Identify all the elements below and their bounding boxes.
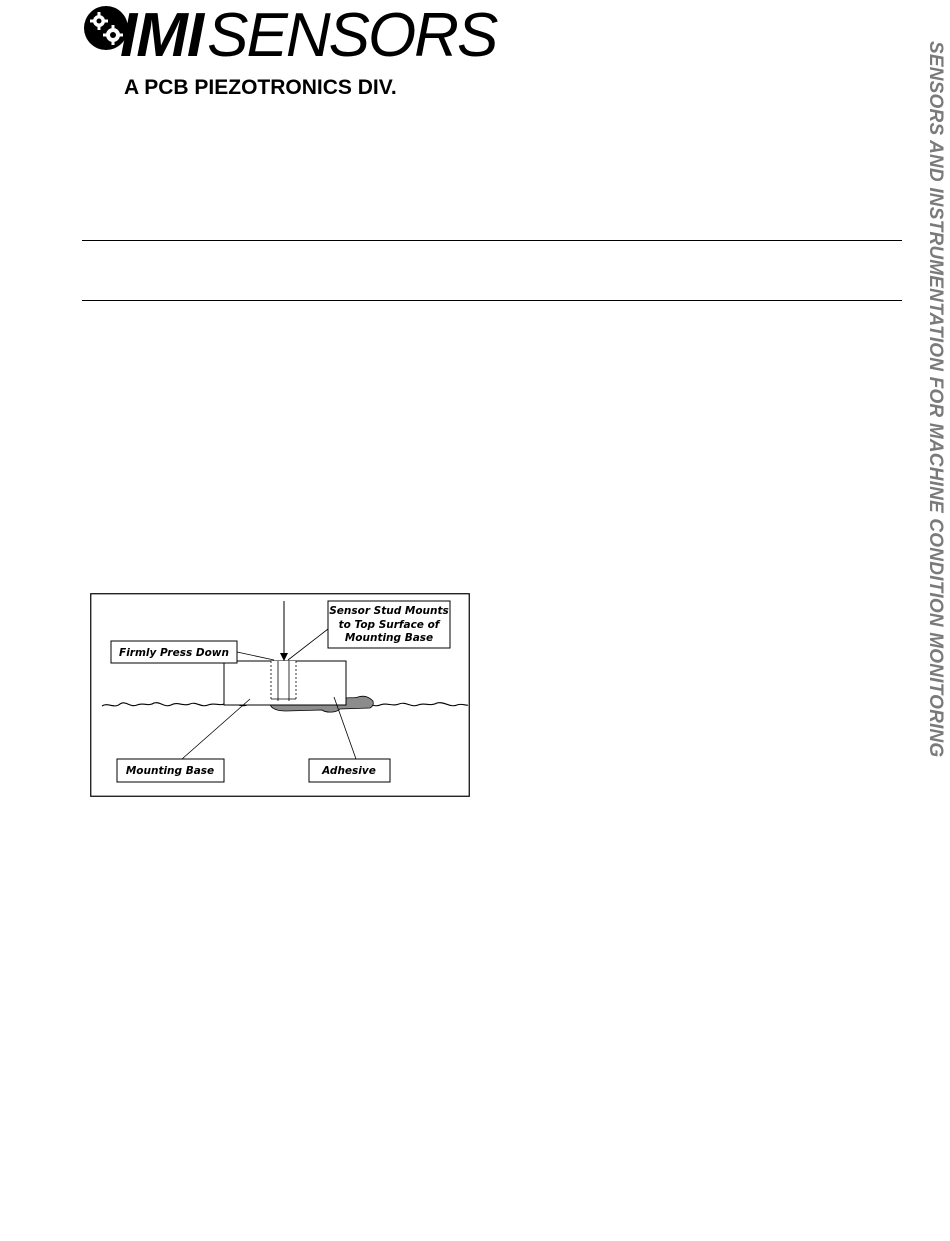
stud-hole — [271, 661, 296, 699]
company-logo — [82, 1, 497, 102]
label-firmly-press-down: Firmly Press Down — [119, 647, 229, 659]
label-stud-line3: Mounting Base — [344, 632, 434, 644]
label-stud-line1: Sensor Stud Mounts — [329, 605, 449, 617]
side-banner — [920, 2, 950, 797]
label-mounting-base: Mounting Base — [125, 765, 215, 777]
mounting-diagram — [90, 593, 470, 797]
side-banner-text: SENSORS AND INSTRUMENTATION FOR MACHINE CONDITION MONITORING — [925, 41, 946, 758]
brand-name — [120, 0, 496, 76]
division-tagline: A PCB PIEZOTRONICS DIV. — [124, 76, 397, 99]
header-rule-bottom — [82, 300, 902, 301]
header-rule-top — [82, 240, 902, 241]
brand-imi: IMI — [120, 1, 204, 70]
label-stud-line2: to Top Surface of — [338, 619, 440, 631]
brand-sensors: SENSORS — [207, 1, 497, 70]
label-adhesive: Adhesive — [322, 765, 376, 777]
